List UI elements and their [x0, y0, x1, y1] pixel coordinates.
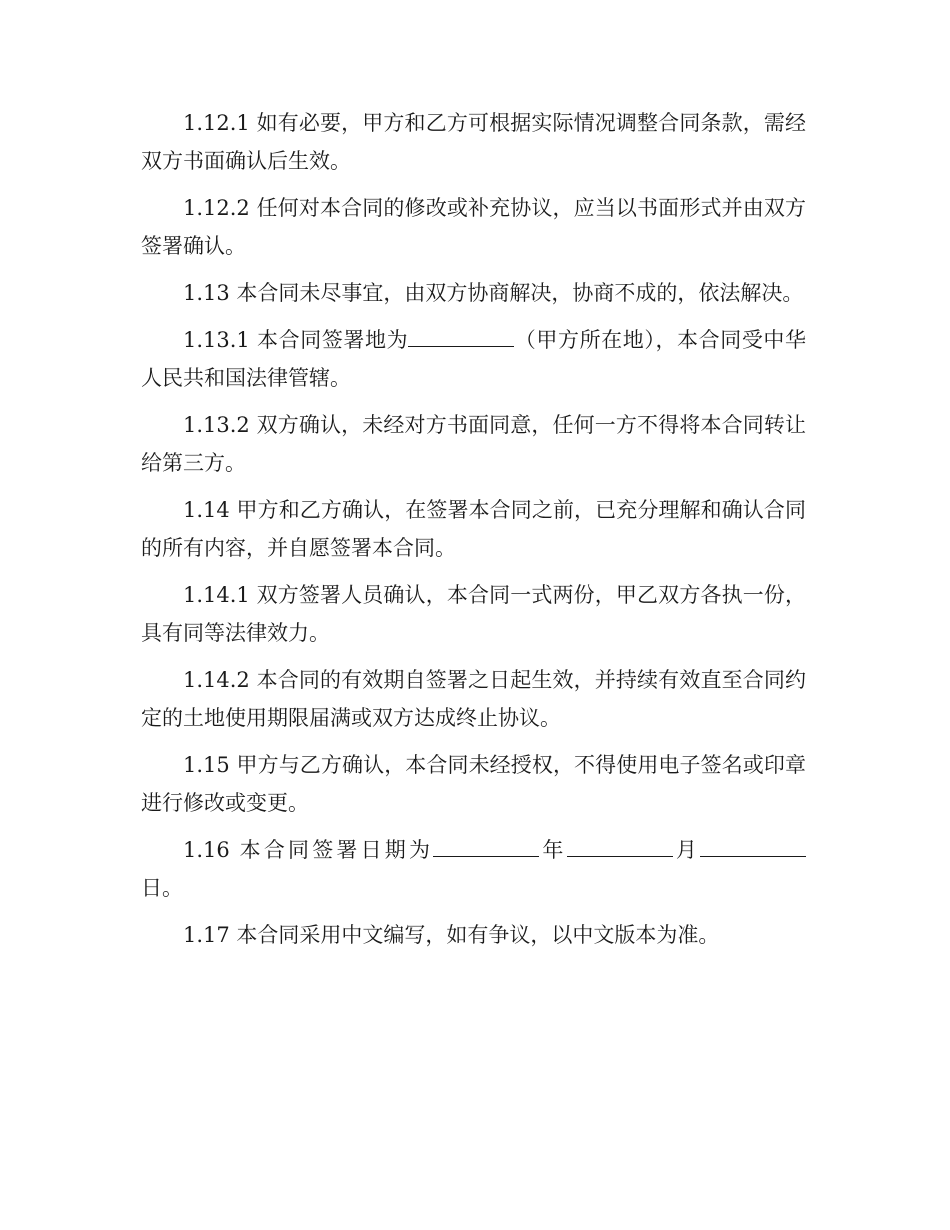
- day-label: 日。: [141, 876, 183, 900]
- clause-1-13-1: [141, 321, 806, 397]
- clause-1-14: 1.14 甲方和乙方确认，在签署本合同之前，已充分理解和确认合同的所有内容，并自愿签署本合同。: [141, 498, 806, 560]
- signing-year-blank: [433, 838, 539, 857]
- clause-1-13-2: 1.13.2 双方确认，未经对方书面同意，任何一方不得将本合同转让给第三方。: [141, 413, 806, 475]
- signing-location-blank: [408, 328, 514, 347]
- clause-1-16-lead: 1.16 本合同签署日期为: [183, 838, 434, 862]
- clause-1-15: 1.15 甲方与乙方确认，本合同未经授权，不得使用电子签名或印章进行修改或变更。: [141, 753, 806, 815]
- signing-day-blank: [700, 838, 806, 857]
- clause-1-14-2: 1.14.2 本合同的有效期自签署之日起生效，并持续有效直至合同约定的土地使用期限届满或双方达成终止协议。: [141, 668, 806, 730]
- clause-1-13-1-lead: 1.13.1 本合同签署地为: [183, 328, 409, 352]
- year-label: 年: [539, 838, 567, 862]
- signing-month-blank: [567, 838, 673, 857]
- clause-1-17: 1.17 本合同采用中文编写，如有争议，以中文版本为准。: [183, 923, 720, 947]
- month-label: 月: [672, 838, 701, 862]
- clause-1-12-1: 1.12.1 如有必要，甲方和乙方可根据实际情况调整合同条款，需经双方书面确认后生效。: [141, 111, 806, 173]
- clause-1-14-1: 1.14.1 双方签署人员确认，本合同一式两份，甲乙双方各执一份，具有同等法律效力。: [141, 583, 806, 645]
- document-body: [141, 104, 806, 963]
- clause-1-16: [141, 831, 806, 907]
- clause-1-13: 1.13 本合同未尽事宜，由双方协商解决，协商不成的，依法解决。: [183, 281, 804, 305]
- clause-1-12-2: 1.12.2 任何对本合同的修改或补充协议，应当以书面形式并由双方签署确认。: [141, 196, 806, 258]
- clause-1-13-1-tail: （甲方所在地），本合同受中华人民共和国法律管辖。: [141, 328, 807, 390]
